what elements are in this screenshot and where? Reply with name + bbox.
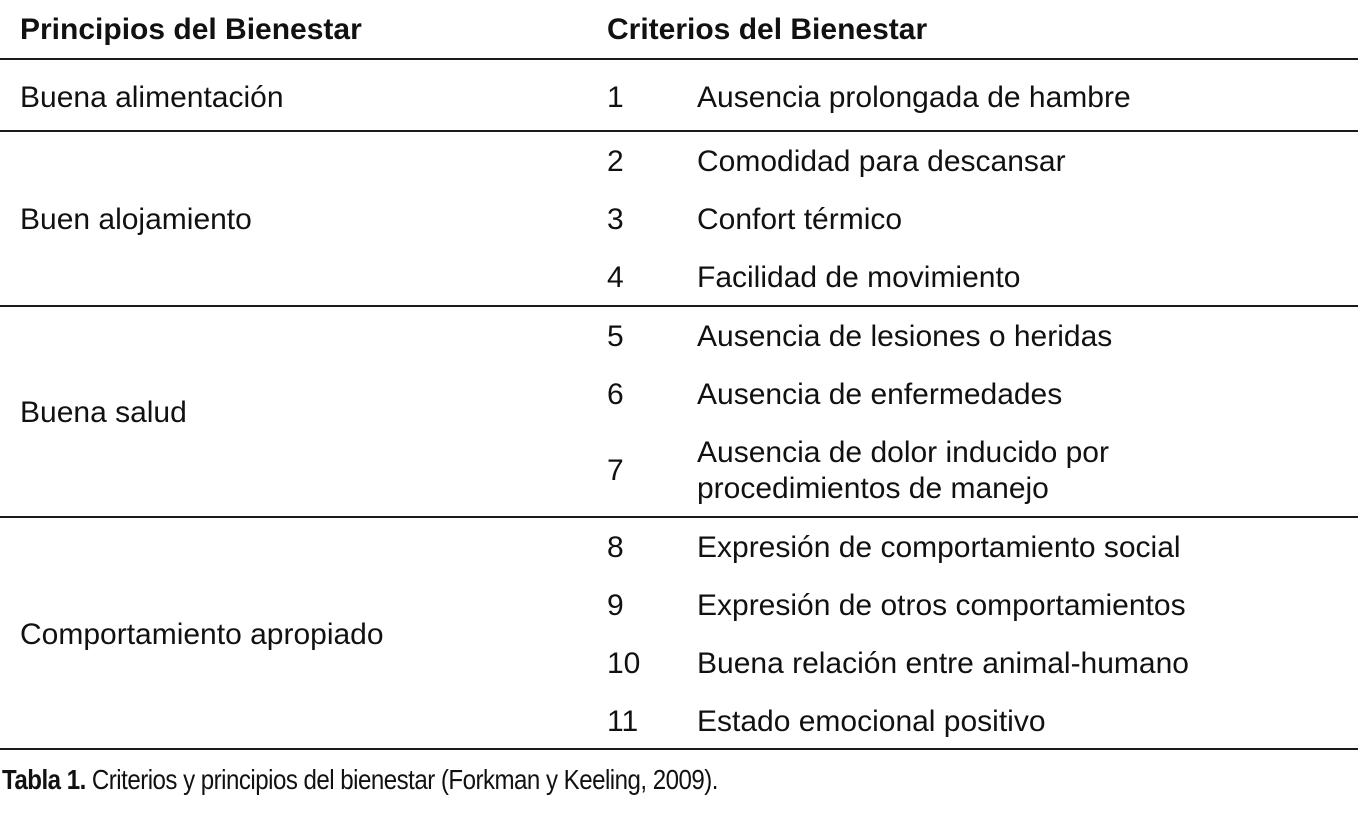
criterion-number: 4 (607, 261, 624, 294)
table-bottom-rule (0, 748, 1358, 750)
principle-cell: Comportamiento apropiado (20, 618, 384, 651)
criterion-text: Ausencia de lesiones o heridas (697, 320, 1113, 353)
criterion-text: Ausencia prolongada de hambre (697, 81, 1131, 114)
criterion-text-line2: procedimientos de manejo (697, 472, 1049, 505)
criterion-number: 8 (607, 531, 624, 564)
header-principles: Principios del Bienestar (20, 13, 362, 46)
criterion-number: 5 (607, 320, 624, 353)
criterion-number: 6 (607, 378, 624, 411)
criterion-text: Comodidad para descansar (697, 145, 1066, 178)
criterion-text: Ausencia de enfermedades (697, 378, 1063, 411)
caption-text: Criterios y principios del bienestar (Forkman y Keeling, 2009). (85, 764, 718, 795)
principle-cell: Buena salud (20, 396, 187, 429)
criterion-text: Buena relación entre animal-humano (697, 647, 1189, 680)
criterion-text: Facilidad de movimiento (697, 261, 1021, 294)
criterion-number: 11 (607, 705, 639, 738)
criterion-number: 3 (607, 203, 624, 236)
principle-cell: Buen alojamiento (20, 203, 252, 236)
header-criteria: Criterios del Bienestar (607, 13, 928, 46)
table-caption (2, 760, 718, 800)
group-divider (0, 130, 1358, 132)
criterion-text-line1: Ausencia de dolor inducido por (697, 436, 1109, 469)
criterion-text: Expresión de comportamiento social (697, 531, 1181, 564)
group-divider (0, 305, 1358, 307)
header-rule (0, 58, 1358, 60)
principle-cell: Buena alimentación (20, 81, 284, 114)
group-divider (0, 516, 1358, 518)
criterion-text: Confort térmico (697, 203, 903, 236)
criterion-number: 9 (607, 589, 624, 622)
criterion-number: 10 (607, 647, 641, 680)
criterion-text: Estado emocional positivo (697, 705, 1046, 738)
criterion-number: 7 (607, 454, 624, 487)
caption-label: Tabla 1. (2, 764, 86, 795)
criterion-text: Expresión de otros comportamientos (697, 589, 1186, 622)
criterion-number: 2 (607, 145, 624, 178)
criterion-number: 1 (607, 81, 624, 114)
